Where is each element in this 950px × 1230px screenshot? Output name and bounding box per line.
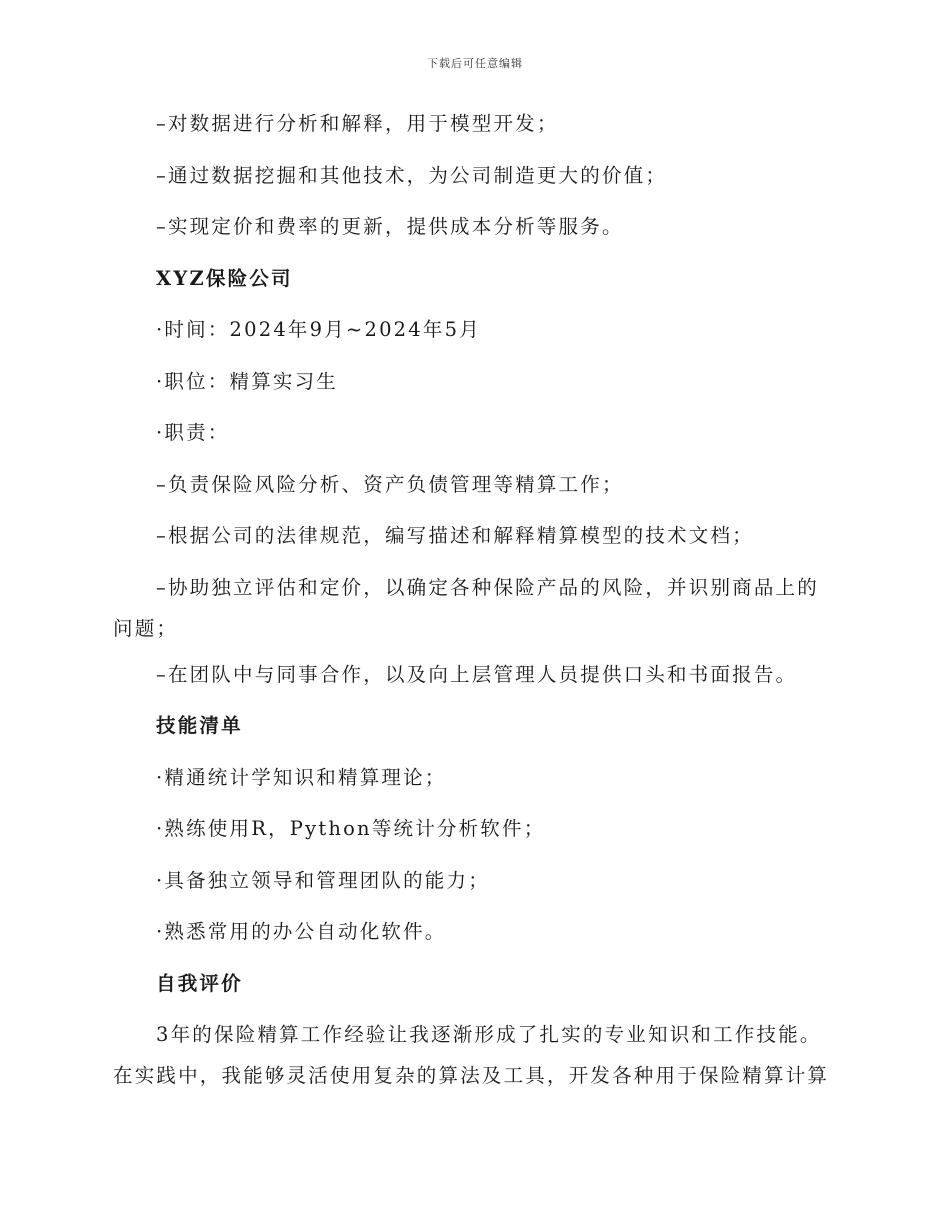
skill-item: ·具备独立领导和管理团队的能力； xyxy=(156,868,490,892)
skill-item: ·精通统计学知识和精算理论； xyxy=(156,765,447,789)
skill-item: ·熟悉常用的办公自动化软件。 xyxy=(156,920,447,943)
duty-item: –在团队中与同事合作，以及向上层管理人员提供口头和书面报告。 xyxy=(156,662,798,686)
section-heading-company: XYZ保险公司 xyxy=(156,266,293,290)
document-body xyxy=(113,110,833,1096)
skill-item: ·熟练使用R，Python等统计分析软件； xyxy=(156,817,546,840)
bullet-item: ·职责： xyxy=(156,421,230,444)
self-evaluation-paragraph: 3年的保险精算工作经验让我逐渐形成了扎实的专业知识和工作技能。在实践中，我能够灵活使用复杂的算法及工具，开发各种用于保险精算计算 xyxy=(113,1023,830,1087)
bullet-item: ·时间：2024年9月~2024年5月 xyxy=(156,318,481,341)
bullet-item: ·职位：精算实习生 xyxy=(156,369,338,393)
page-header-note: 下载后可任意编辑 xyxy=(427,57,523,70)
section-heading-skills: 技能清单 xyxy=(156,714,243,737)
duty-item: –通过数据挖掘和其他技术，为公司制造更大的价值； xyxy=(156,163,668,187)
duty-item: –根据公司的法律规范，编写描述和解释精算模型的技术文档； xyxy=(156,524,754,547)
section-heading-self-evaluation: 自我评价 xyxy=(156,971,243,995)
duty-item: –对数据进行分析和解释，用于模型开发； xyxy=(156,112,559,135)
duty-item-wrapped: –协助独立评估和定价，以确定各种保险产品的风险，并识别商品上的问题； xyxy=(113,575,819,640)
duty-item: –负责保险风险分析、资产负债管理等精算工作； xyxy=(156,472,624,496)
duty-item: –实现定价和费率的更新，提供成本分析等服务。 xyxy=(156,215,624,238)
